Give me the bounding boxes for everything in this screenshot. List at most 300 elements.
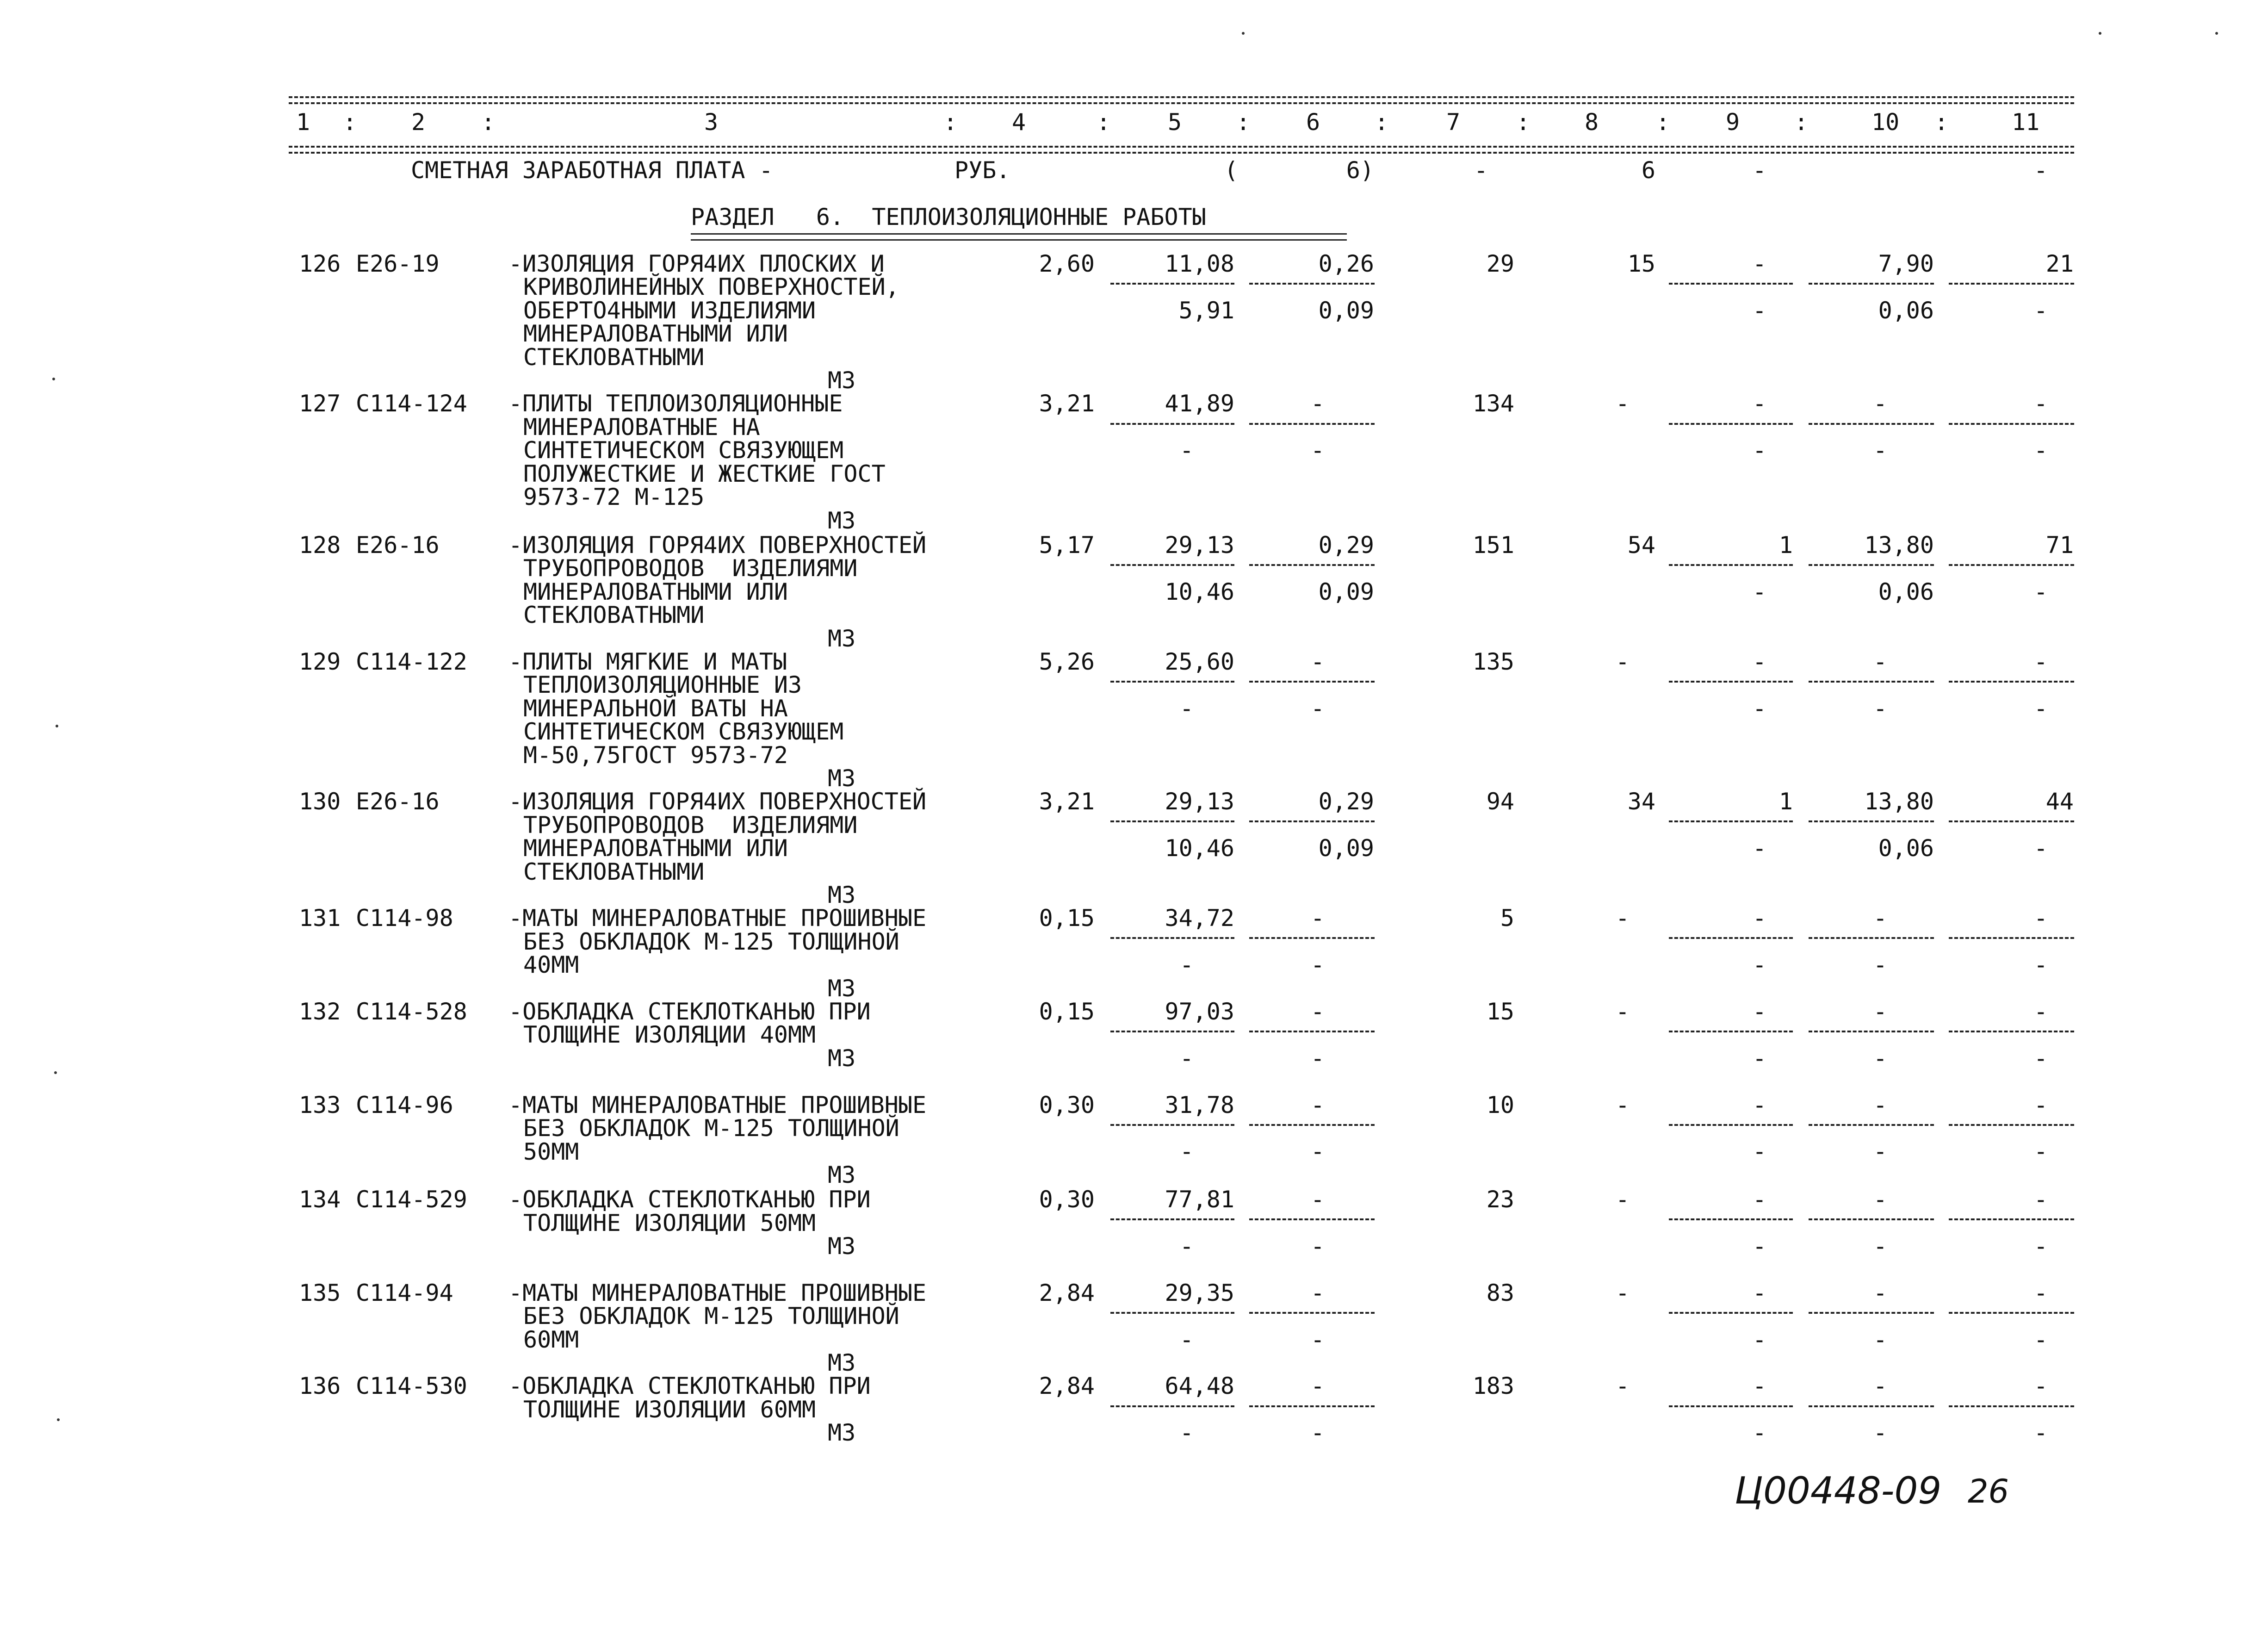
row-c11: - <box>2033 1092 2048 1118</box>
row-unit: М3 <box>828 1045 856 1072</box>
row-sep-c6 <box>1249 423 1375 425</box>
row-description-line: МИНЕРАЛЬНОЙ ВАТЫ НА <box>523 695 788 722</box>
row-quantity: 3,21 <box>1039 788 1095 815</box>
row-sep-c5 <box>1110 564 1234 566</box>
row-quantity: 0,30 <box>1039 1186 1095 1213</box>
row-code: С114-122 <box>356 648 467 675</box>
row-description-line: -МАТЫ МИНЕРАЛОВАТНЫЕ ПРОШИВНЫЕ <box>508 905 927 932</box>
row-c11: - <box>2033 648 2048 675</box>
row-c9: - <box>1752 648 1766 675</box>
row-c11: - <box>2033 1373 2048 1399</box>
row-description-line: ТОЛЩИНЕ ИЗОЛЯЦИИ 40ММ <box>523 1021 816 1048</box>
row-number: 133 <box>299 1092 341 1118</box>
row-b11: - <box>2033 1138 2048 1165</box>
row-sep-c10 <box>1809 937 1934 939</box>
row-b10: - <box>1873 1233 1887 1260</box>
header-col-6: 4 <box>1012 109 1026 136</box>
row-unit: М3 <box>828 975 856 1002</box>
row-sep-c6 <box>1249 937 1375 939</box>
row-c10: 7,90 <box>1878 250 1934 277</box>
row-c8: 54 <box>1627 532 1655 559</box>
row-sep-c10 <box>1809 1124 1934 1126</box>
scan-speck <box>1242 32 1245 35</box>
row-c6: - <box>1310 390 1325 417</box>
row-quantity: 5,17 <box>1039 532 1095 559</box>
row-c9: - <box>1752 1092 1766 1118</box>
row-code: С114-124 <box>356 390 467 417</box>
row-sep-c5 <box>1110 1218 1234 1220</box>
row-sep-c5 <box>1110 1405 1234 1407</box>
row-description-line: ТОЛЩИНЕ ИЗОЛЯЦИИ 50ММ <box>523 1210 816 1236</box>
header-col-20: 11 <box>2012 109 2040 136</box>
row-c9: - <box>1752 1186 1766 1213</box>
row-b6: - <box>1310 1326 1325 1353</box>
row-c5: 29,13 <box>1165 788 1234 815</box>
row-b5: - <box>1179 1233 1194 1260</box>
row-code: С114-94 <box>356 1280 453 1306</box>
row-sep-c9 <box>1669 681 1793 683</box>
row-b11: - <box>2033 835 2048 862</box>
row-b9: - <box>1752 695 1766 722</box>
row-description-line: СТЕКЛОВАТНЫМИ <box>523 858 705 885</box>
row-description-line: МИНЕРАЛОВАТНЫМИ ИЛИ <box>523 578 788 605</box>
row-b10: 0,06 <box>1878 835 1934 862</box>
row-c5: 11,08 <box>1165 250 1234 277</box>
row-number: 130 <box>299 788 341 815</box>
row-b11: - <box>2033 1326 2048 1353</box>
row-c9: - <box>1752 390 1766 417</box>
row-description-line: БЕЗ ОБКЛАДОК М-125 ТОЛЩИНОЙ <box>523 928 899 955</box>
row-b10: - <box>1873 1138 1887 1165</box>
row-sep-c5 <box>1110 1312 1234 1314</box>
row-sep-c10 <box>1809 820 1934 822</box>
row-c10: - <box>1873 998 1887 1025</box>
row-c9: - <box>1752 1373 1766 1399</box>
header-col-19: : <box>1934 109 1949 136</box>
section-title-underline <box>691 233 1347 241</box>
row-description-line: ТЕПЛОИЗОЛЯЦИОННЫЕ ИЗ <box>523 671 802 698</box>
scan-speck <box>2215 32 2218 35</box>
row-c7: 135 <box>1472 648 1514 675</box>
row-b5: - <box>1179 1419 1194 1446</box>
row-sep-c5 <box>1110 283 1234 285</box>
section-title: РАЗДЕЛ 6. ТЕПЛОИЗОЛЯЦИОННЫЕ РАБОТЫ <box>691 204 1206 230</box>
row-c5: 29,13 <box>1165 532 1234 559</box>
row-description-line: ТОЛЩИНЕ ИЗОЛЯЦИИ 60ММ <box>523 1396 816 1423</box>
row-number: 135 <box>299 1280 341 1306</box>
row-c7: 29 <box>1486 250 1514 277</box>
row-unit: М3 <box>828 1419 856 1446</box>
wage-c6: 6) <box>1346 157 1374 184</box>
row-sep-c10 <box>1809 1218 1934 1220</box>
row-b6: 0,09 <box>1318 835 1374 862</box>
row-code: С114-530 <box>356 1373 467 1399</box>
row-code: С114-529 <box>356 1186 467 1213</box>
scan-speck <box>56 725 58 727</box>
row-c7: 5 <box>1500 905 1514 932</box>
handwritten-document-code: Ц00448-09 <box>1735 1469 1942 1512</box>
row-sep-c6 <box>1249 1312 1375 1314</box>
row-c6: - <box>1310 905 1325 932</box>
header-top-rule <box>289 96 2074 98</box>
row-b10: - <box>1873 437 1887 464</box>
row-b10: 0,06 <box>1878 578 1934 605</box>
header-col-5: : <box>943 109 958 136</box>
row-sep-c9 <box>1669 937 1793 939</box>
row-sep-c11 <box>1949 681 2074 683</box>
row-b5: - <box>1179 1326 1194 1353</box>
row-unit: М3 <box>828 367 856 394</box>
row-sep-c11 <box>1949 564 2074 566</box>
row-b6: - <box>1310 1045 1325 1072</box>
row-unit: М3 <box>828 1349 856 1376</box>
row-sep-c9 <box>1669 283 1793 285</box>
row-c10: - <box>1873 1092 1887 1118</box>
row-sep-c10 <box>1809 283 1934 285</box>
header-col-10: 6 <box>1306 109 1320 136</box>
row-code: Е26-16 <box>356 788 440 815</box>
row-c8: 34 <box>1627 788 1655 815</box>
row-b9: - <box>1752 297 1766 324</box>
row-description-line: -МАТЫ МИНЕРАЛОВАТНЫЕ ПРОШИВНЫЕ <box>508 1280 927 1306</box>
header-col-2: 2 <box>411 109 426 136</box>
row-b10: - <box>1873 951 1887 978</box>
row-b9: - <box>1752 1233 1766 1260</box>
row-b9: - <box>1752 578 1766 605</box>
row-c7: 94 <box>1486 788 1514 815</box>
row-c8: - <box>1615 390 1630 417</box>
row-c10: 13,80 <box>1864 532 1934 559</box>
row-unit: М3 <box>828 1233 856 1260</box>
row-sep-c9 <box>1669 1124 1793 1126</box>
row-c8: - <box>1615 1280 1630 1306</box>
row-description-line: М-50,75ГОСТ 9573-72 <box>523 742 788 769</box>
row-sep-c11 <box>1949 1218 2074 1220</box>
row-c5: 77,81 <box>1165 1186 1234 1213</box>
row-c11: - <box>2033 905 2048 932</box>
scan-speck <box>54 1071 57 1074</box>
wage-c9: - <box>1752 157 1766 184</box>
row-description-line: -МАТЫ МИНЕРАЛОВАТНЫЕ ПРОШИВНЫЕ <box>508 1092 927 1118</box>
header-col-0: 1 <box>296 109 310 136</box>
row-description-line: ТРУБОПРОВОДОВ ИЗДЕЛИЯМИ <box>523 555 858 582</box>
row-c8: - <box>1615 1373 1630 1399</box>
scan-speck <box>57 1418 60 1421</box>
row-c8: - <box>1615 905 1630 932</box>
row-number: 129 <box>299 648 341 675</box>
wage-c7: - <box>1474 157 1488 184</box>
row-sep-c5 <box>1110 423 1234 425</box>
row-c11: 71 <box>2045 532 2074 559</box>
row-b6: - <box>1310 437 1325 464</box>
row-b5: 10,46 <box>1165 578 1234 605</box>
row-unit: М3 <box>828 625 856 652</box>
row-description-line: 50ММ <box>523 1138 579 1165</box>
row-description-line: -ОБКЛАДКА СТЕКЛОТКАНЬЮ ПРИ <box>508 998 871 1025</box>
row-sep-c9 <box>1669 1031 1793 1032</box>
row-sep-c5 <box>1110 1124 1234 1126</box>
row-b9: - <box>1752 1045 1766 1072</box>
row-description-line: ТРУБОПРОВОДОВ ИЗДЕЛИЯМИ <box>523 812 858 839</box>
row-c6: - <box>1310 998 1325 1025</box>
header-col-17: : <box>1794 109 1809 136</box>
row-sep-c5 <box>1110 820 1234 822</box>
row-sep-c6 <box>1249 283 1375 285</box>
row-c6: - <box>1310 1092 1325 1118</box>
row-c11: - <box>2033 998 2048 1025</box>
row-b5: - <box>1179 1045 1194 1072</box>
row-description-line: БЕЗ ОБКЛАДОК М-125 ТОЛЩИНОЙ <box>523 1115 899 1142</box>
scan-speck <box>52 378 55 380</box>
row-description-line: КРИВОЛИНЕЙНЫХ ПОВЕРХНОСТЕЙ, <box>523 273 899 300</box>
row-description-line: -ПЛИТЫ МЯГКИЕ И МАТЫ <box>508 648 787 675</box>
row-b10: - <box>1873 1045 1887 1072</box>
row-sep-c6 <box>1249 1405 1375 1407</box>
row-b11: - <box>2033 1419 2048 1446</box>
row-c5: 31,78 <box>1165 1092 1234 1118</box>
row-c9: - <box>1752 1280 1766 1306</box>
row-description-line: ПОЛУЖЕСТКИЕ И ЖЕСТКИЕ ГОСТ <box>523 460 886 487</box>
header-col-7: : <box>1097 109 1111 136</box>
row-c7: 83 <box>1486 1280 1514 1306</box>
row-c6: 0,29 <box>1318 788 1374 815</box>
row-number: 134 <box>299 1186 341 1213</box>
row-b10: - <box>1873 1326 1887 1353</box>
row-c6: 0,29 <box>1318 532 1374 559</box>
row-number: 127 <box>299 390 341 417</box>
row-sep-c11 <box>1949 1031 2074 1032</box>
row-sep-c6 <box>1249 681 1375 683</box>
row-sep-c10 <box>1809 564 1934 566</box>
row-b6: - <box>1310 1138 1325 1165</box>
row-description-line: СТЕКЛОВАТНЫМИ <box>523 602 705 628</box>
header-col-1: : <box>343 109 357 136</box>
header-col-15: : <box>1656 109 1670 136</box>
row-description-line: МИНЕРАЛОВАТНЫМИ ИЛИ <box>523 835 788 862</box>
row-description-line: СИНТЕТИЧЕСКОМ СВЯЗУЮЩЕМ <box>523 437 844 464</box>
row-b6: 0,09 <box>1318 297 1374 324</box>
row-quantity: 2,84 <box>1039 1373 1095 1399</box>
row-description-line: -ПЛИТЫ ТЕПЛОИЗОЛЯЦИОННЫЕ <box>508 390 843 417</box>
header-col-14: 8 <box>1585 109 1599 136</box>
row-sep-c9 <box>1669 1312 1793 1314</box>
row-c8: 15 <box>1627 250 1655 277</box>
row-b5: - <box>1179 695 1194 722</box>
row-c5: 25,60 <box>1165 648 1234 675</box>
row-description-line: МИНЕРАЛОВАТНЫМИ ИЛИ <box>523 320 788 347</box>
row-sep-c11 <box>1949 820 2074 822</box>
row-c6: - <box>1310 1186 1325 1213</box>
row-c5: 29,35 <box>1165 1280 1234 1306</box>
row-unit: М3 <box>828 507 856 534</box>
row-b9: - <box>1752 835 1766 862</box>
row-c5: 97,03 <box>1165 998 1234 1025</box>
row-c9: 1 <box>1778 532 1793 559</box>
row-c10: - <box>1873 1186 1887 1213</box>
row-description-line: 40ММ <box>523 951 579 978</box>
row-description-line: 60ММ <box>523 1326 579 1353</box>
row-description-line: -ОБКЛАДКА СТЕКЛОТКАНЬЮ ПРИ <box>508 1186 871 1213</box>
row-sep-c11 <box>1949 937 2074 939</box>
row-quantity: 0,15 <box>1039 905 1095 932</box>
row-description-line: МИНЕРАЛОВАТНЫЕ НА <box>523 414 760 441</box>
row-sep-c10 <box>1809 423 1934 425</box>
row-sep-c6 <box>1249 1218 1375 1220</box>
row-quantity: 5,26 <box>1039 648 1095 675</box>
row-b11: - <box>2033 437 2048 464</box>
row-c6: - <box>1310 1373 1325 1399</box>
row-c6: 0,26 <box>1318 250 1374 277</box>
row-sep-c6 <box>1249 1031 1375 1032</box>
row-code: Е26-16 <box>356 532 440 559</box>
row-description-line: БЕЗ ОБКЛАДОК М-125 ТОЛЩИНОЙ <box>523 1303 899 1329</box>
row-description-line: -ИЗОЛЯЦИЯ ГОРЯ4ИХ ПОВЕРХНОСТЕЙ <box>508 788 927 815</box>
row-sep-c11 <box>1949 1405 2074 1407</box>
row-sep-c5 <box>1110 1031 1234 1032</box>
wage-unit: РУБ. <box>954 157 1010 184</box>
row-b5: - <box>1179 1138 1194 1165</box>
row-b6: - <box>1310 695 1325 722</box>
row-code: С114-528 <box>356 998 467 1025</box>
header-col-11: : <box>1375 109 1389 136</box>
row-c6: - <box>1310 648 1325 675</box>
row-c10: 13,80 <box>1864 788 1934 815</box>
row-b11: - <box>2033 1233 2048 1260</box>
row-b6: - <box>1310 1233 1325 1260</box>
header-col-9: : <box>1236 109 1251 136</box>
row-c7: 183 <box>1472 1373 1514 1399</box>
row-b5: - <box>1179 437 1194 464</box>
row-sep-c5 <box>1110 937 1234 939</box>
row-sep-c11 <box>1949 1312 2074 1314</box>
row-c8: - <box>1615 998 1630 1025</box>
row-c10: - <box>1873 648 1887 675</box>
row-b5: - <box>1179 951 1194 978</box>
row-b9: - <box>1752 1326 1766 1353</box>
row-c9: 1 <box>1778 788 1793 815</box>
row-description-line: ОБЕРТО4НЫМИ ИЗДЕЛИЯМИ <box>523 297 816 324</box>
row-b6: - <box>1310 1419 1325 1446</box>
row-number: 136 <box>299 1373 341 1399</box>
row-b11: - <box>2033 1045 2048 1072</box>
row-unit: М3 <box>828 765 856 792</box>
row-code: Е26-19 <box>356 250 440 277</box>
row-sep-c10 <box>1809 1405 1934 1407</box>
row-sep-c6 <box>1249 564 1375 566</box>
row-sep-c10 <box>1809 681 1934 683</box>
row-sep-c9 <box>1669 820 1793 822</box>
row-sep-c11 <box>1949 423 2074 425</box>
row-sep-c9 <box>1669 1218 1793 1220</box>
row-sep-c9 <box>1669 1405 1793 1407</box>
header-col-16: 9 <box>1726 109 1740 136</box>
row-unit: М3 <box>828 882 856 908</box>
wage-label: СМЕТНАЯ ЗАРАБОТНАЯ ПЛАТА - <box>411 157 773 184</box>
row-c9: - <box>1752 998 1766 1025</box>
row-b5: 5,91 <box>1178 297 1234 324</box>
row-sep-c10 <box>1809 1031 1934 1032</box>
row-c7: 10 <box>1486 1092 1514 1118</box>
row-description-line: -ОБКЛАДКА СТЕКЛОТКАНЬЮ ПРИ <box>508 1373 871 1399</box>
header-col-18: 10 <box>1871 109 1900 136</box>
row-c10: - <box>1873 1280 1887 1306</box>
header-bottom-rule-2 <box>289 152 2074 154</box>
row-sep-c6 <box>1249 820 1375 822</box>
row-c11: - <box>2033 390 2048 417</box>
handwritten-page-number: 26 <box>1968 1472 2009 1510</box>
row-sep-c10 <box>1809 1312 1934 1314</box>
row-sep-c9 <box>1669 564 1793 566</box>
row-b10: - <box>1873 1419 1887 1446</box>
row-c10: - <box>1873 390 1887 417</box>
row-c8: - <box>1615 1186 1630 1213</box>
row-c7: 151 <box>1472 532 1514 559</box>
row-code: С114-98 <box>356 905 453 932</box>
wage-paren: ( <box>1224 157 1239 184</box>
row-description-line: -ИЗОЛЯЦИЯ ГОРЯ4ИХ ПОВЕРХНОСТЕЙ <box>508 532 927 559</box>
row-c11: - <box>2033 1186 2048 1213</box>
row-b5: 10,46 <box>1165 835 1234 862</box>
row-b6: 0,09 <box>1318 578 1374 605</box>
row-b10: - <box>1873 695 1887 722</box>
row-sep-c9 <box>1669 423 1793 425</box>
row-b9: - <box>1752 951 1766 978</box>
row-sep-c6 <box>1249 1124 1375 1126</box>
row-quantity: 3,21 <box>1039 390 1095 417</box>
row-b11: - <box>2033 951 2048 978</box>
row-c10: - <box>1873 905 1887 932</box>
row-quantity: 0,30 <box>1039 1092 1095 1118</box>
row-c7: 134 <box>1472 390 1514 417</box>
wage-c11: - <box>2033 157 2048 184</box>
header-col-8: 5 <box>1168 109 1182 136</box>
row-number: 126 <box>299 250 341 277</box>
row-number: 132 <box>299 998 341 1025</box>
row-b9: - <box>1752 1138 1766 1165</box>
row-c11: 44 <box>2045 788 2074 815</box>
row-description-line: -ИЗОЛЯЦИЯ ГОРЯ4ИХ ПЛОСКИХ И <box>508 250 885 277</box>
row-b10: 0,06 <box>1878 297 1934 324</box>
row-sep-c5 <box>1110 681 1234 683</box>
header-col-4: 3 <box>704 109 719 136</box>
header-col-3: : <box>481 109 496 136</box>
row-number: 131 <box>299 905 341 932</box>
row-c7: 15 <box>1486 998 1514 1025</box>
row-c5: 64,48 <box>1165 1373 1234 1399</box>
row-b11: - <box>2033 578 2048 605</box>
row-c9: - <box>1752 250 1766 277</box>
row-c9: - <box>1752 905 1766 932</box>
wage-c8: 6 <box>1641 157 1655 184</box>
row-c6: - <box>1310 1280 1325 1306</box>
row-quantity: 2,84 <box>1039 1280 1095 1306</box>
row-c11: - <box>2033 1280 2048 1306</box>
row-b6: - <box>1310 951 1325 978</box>
row-b9: - <box>1752 1419 1766 1446</box>
header-top-rule-2 <box>289 102 2074 104</box>
row-b11: - <box>2033 297 2048 324</box>
row-c5: 34,72 <box>1165 905 1234 932</box>
row-b9: - <box>1752 437 1766 464</box>
row-b11: - <box>2033 695 2048 722</box>
scan-speck <box>2099 32 2101 35</box>
row-c10: - <box>1873 1373 1887 1399</box>
header-col-12: 7 <box>1446 109 1461 136</box>
row-code: С114-96 <box>356 1092 453 1118</box>
row-c8: - <box>1615 648 1630 675</box>
row-number: 128 <box>299 532 341 559</box>
row-description-line: СИНТЕТИЧЕСКОМ СВЯЗУЮЩЕМ <box>523 718 844 745</box>
